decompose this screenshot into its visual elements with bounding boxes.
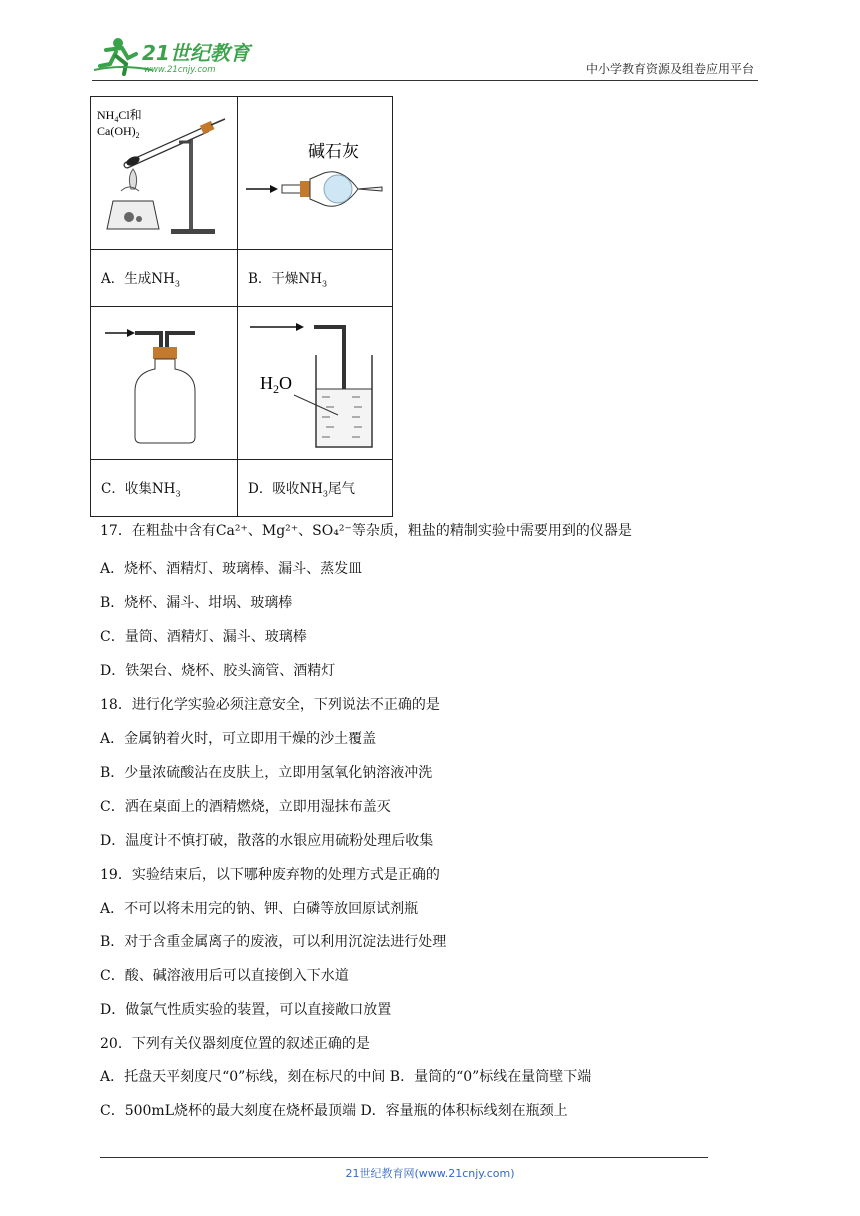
question-20-options-cd: C．500mL烧杯的最大刻度在烧杯最顶端 D．容量瓶的体积标线刻在瓶颈上 xyxy=(100,1103,568,1119)
generate-apparatus-diagram xyxy=(91,97,237,245)
figure-b-dry-nh3 xyxy=(238,97,393,250)
question-20-stem: 20．下列有关仪器刻度位置的叙述正确的是 xyxy=(100,1036,370,1052)
question-19-option-d: D．做氯气性质实验的装置，可以直接敞口放置 xyxy=(100,1002,392,1018)
question-17-option-d: D．铁架台、烧杯、胶头滴管、酒精灯 xyxy=(100,663,336,679)
figure-a-generate-nh3 xyxy=(91,97,238,250)
header-platform-text: 中小学教育资源及组卷应用平台 xyxy=(585,62,754,76)
question-18-option-d: D．温度计不慎打破，散落的水银应用硫粉处理后收集 xyxy=(100,833,434,849)
caption-c: C．收集$NH_3$ xyxy=(91,460,238,517)
question-18-option-a: A．金属钠着火时，可立即用干燥的沙土覆盖 xyxy=(100,731,377,747)
svg-text:NH4Cl和: $NH_4Cl$和 xyxy=(97,108,142,124)
question-18-stem: 18．进行化学实验必须注意安全，下列说法不正确的是 xyxy=(100,697,440,713)
collect-apparatus-diagram xyxy=(91,307,237,455)
caption-a: A．生成$NH_3$ xyxy=(91,250,238,307)
header-divider xyxy=(92,80,758,81)
caption-d: D．吸收$NH_3$尾气 xyxy=(238,460,393,517)
caption-b: B．干燥$NH_3$ xyxy=(238,250,393,307)
apparatus-table xyxy=(90,96,393,517)
figure-c-collect-nh3 xyxy=(91,307,238,460)
absorb-apparatus-diagram xyxy=(238,307,392,455)
question-17-stem: 17．在粗盐中含有Ca²⁺、Mg²⁺、SO₄²⁻等杂质，粗盐的精制实验中需要用到的仪器是 xyxy=(100,523,632,539)
page-header xyxy=(92,30,758,82)
question-17-option-c: C．量筒、酒精灯、漏斗、玻璃棒 xyxy=(100,629,307,645)
dry-apparatus-diagram xyxy=(238,97,392,245)
svg-text:H2O: $H_2O$ xyxy=(260,373,292,396)
footer-divider xyxy=(100,1157,708,1158)
question-19-option-b: B．对于含重金属离子的废液，可以利用沉淀法进行处理 xyxy=(100,934,447,950)
figure-d-absorb-nh3 xyxy=(238,307,393,460)
footer-link[interactable]: 21世纪教育网(www.21cnjy.com) xyxy=(345,1167,515,1180)
question-18-option-b: B．少量浓硫酸沾在皮肤上，立即用氢氧化钠溶液冲洗 xyxy=(100,765,433,781)
question-19-option-a: A．不可以将未用完的钠、钾、白磷等放回原试剂瓶 xyxy=(100,901,419,917)
svg-text:碱石灰: 碱石灰 xyxy=(308,142,359,162)
site-logo xyxy=(92,34,262,76)
svg-text:Ca(OH)2: $Ca(OH)_2$ xyxy=(97,124,140,140)
question-19-option-c: C．酸、碱溶液用后可以直接倒入下水道 xyxy=(100,968,349,984)
question-20-options-ab: A．托盘天平刻度尺“0”标线，刻在标尺的中间 B．量筒的“0”标线在量筒壁下端 xyxy=(100,1069,592,1085)
question-18-option-c: C．洒在桌面上的酒精燃烧，立即用湿抹布盖灭 xyxy=(100,799,391,815)
svg-text:21世纪教育: 21世纪教育 xyxy=(142,41,250,65)
question-17-option-b: B．烧杯、漏斗、坩埚、玻璃棒 xyxy=(100,595,293,611)
question-19-stem: 19．实验结束后，以下哪种废弃物的处理方式是正确的 xyxy=(100,867,440,883)
question-17-option-a: A．烧杯、酒精灯、玻璃棒、漏斗、蒸发皿 xyxy=(100,561,363,577)
svg-text:www.21cnjy.com: www.21cnjy.com xyxy=(144,65,216,75)
